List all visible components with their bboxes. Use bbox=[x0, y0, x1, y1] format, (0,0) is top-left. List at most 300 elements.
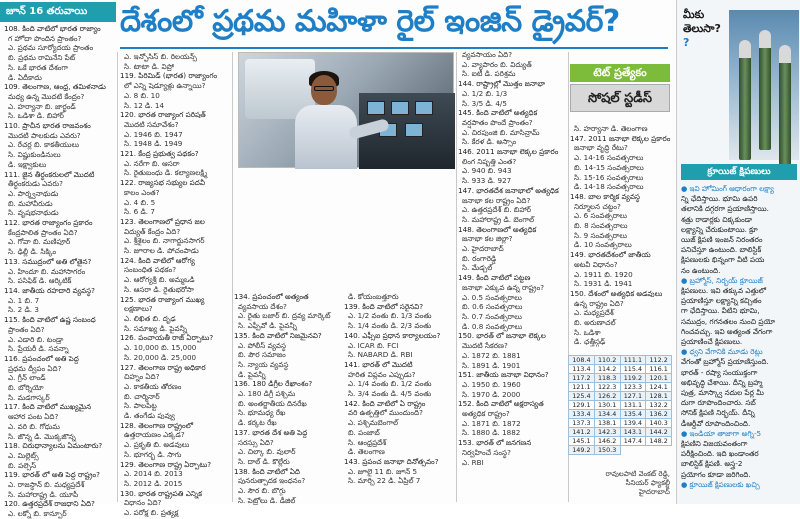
question-line: సి. మేడ్చల్ bbox=[462, 263, 493, 273]
sidebar-line: గా ఛేదిస్తాయి. వీటిని భూమి, bbox=[681, 306, 760, 316]
answer-cell: 144.2 bbox=[646, 428, 672, 437]
question-line: అత్యధిక రాష్ట్రం? bbox=[462, 409, 510, 419]
answer-row bbox=[569, 446, 672, 455]
question-line: సి. భూగర్భ డి. సాగు bbox=[124, 449, 182, 459]
question-line: పునరుత్పాదక ఇంధనం? bbox=[238, 476, 306, 486]
answer-cell: 118.3 bbox=[594, 374, 620, 383]
question-line: ఎ. 4 బి. 5 bbox=[124, 197, 156, 207]
answer-row bbox=[569, 401, 672, 410]
question-mark-icon: ? bbox=[683, 36, 690, 49]
question-line: కేంద్రపాలిత ప్రాంతం ఏది? bbox=[8, 227, 78, 237]
question-line: ఆహార పంట ఏది? bbox=[8, 412, 59, 422]
question-line: ఎ. 1946 బి. 1947 bbox=[124, 129, 183, 139]
question-line: వ్యవసాయం ఏది? bbox=[462, 50, 513, 59]
question-line: ఎ. కాకతీయ తోరణం bbox=[124, 381, 182, 391]
author-credit bbox=[570, 470, 670, 497]
question-line: మొదటి పాలకుడు ఎవరు? bbox=[8, 130, 81, 140]
sidebar-line: క్షిపణిని విజయవంతంగా bbox=[681, 439, 748, 449]
question-line: 129. తెలంగాణ రాష్ట్ర ఏర్పాటు? bbox=[120, 459, 212, 469]
sidebar-line: న్ని ఛేదిస్తాయి. భూమి ఉపరి bbox=[681, 194, 758, 204]
answer-cell: 137.3 bbox=[569, 419, 595, 428]
question-line: తీర్థంకరుడు ఎవరు? bbox=[8, 179, 63, 189]
question-line: ఎ. ప్రథమ సూర్యోదయ ప్రాంతం bbox=[8, 43, 94, 53]
question-line: సి. 1880 డి. 1882 bbox=[462, 428, 521, 438]
question-line: డి. కర్కట రేఖ bbox=[238, 418, 277, 428]
sidebar-body bbox=[681, 184, 797, 500]
question-line: చిహ్నం ఏది? bbox=[124, 372, 160, 382]
question-line: సి. భూమధ్య రేఖ bbox=[238, 408, 286, 418]
question-column-3 bbox=[234, 292, 340, 505]
answer-cell: 121.1 bbox=[569, 383, 595, 392]
sidebar-line: ప్రయాణించే క్షిపణులు. bbox=[681, 337, 743, 347]
question-line: బి. పంజాబ్ bbox=[348, 427, 380, 437]
question-line: సి. టాటా డి. విప్రో bbox=[124, 61, 174, 71]
answer-row bbox=[569, 383, 672, 392]
question-line: ఎ. ICAR బి. FCI bbox=[348, 340, 399, 350]
question-line: 134. ప్రపంచంలో అత్యంత bbox=[234, 292, 309, 301]
question-line: విధానం ఏది? bbox=[124, 498, 162, 508]
question-line: సి. 1891 డి. 1901 bbox=[462, 360, 521, 370]
question-line: 142. కింది వాటిలో ఏ రాష్ట్రం bbox=[344, 398, 426, 408]
question-line: సి. మడగాస్కర్ bbox=[8, 392, 50, 402]
sidebar-line: తలానికి దగ్గరగా ప్రయాణిస్తాయి. bbox=[681, 204, 769, 214]
question-line: సి. పాలపిట్ట bbox=[124, 401, 157, 411]
question-line: ఎ. RBI bbox=[462, 457, 484, 467]
answer-cell: 110.2 bbox=[594, 356, 620, 365]
question-line: జనాభా కల జిల్లా? bbox=[462, 234, 513, 244]
question-line: సి. రైతుబంధు డి. కల్యాణలక్ష్మి bbox=[124, 168, 208, 178]
question-line: ఎ. వ్యాపారం బి. విద్యుత్ bbox=[462, 59, 532, 69]
question-line: 149. కింది వాటిలో పట్టణ bbox=[458, 273, 531, 283]
question-line: సి. మహారాష్ట్ర డి. బెంగాల్ bbox=[462, 214, 535, 224]
answer-cell: 125.4 bbox=[569, 392, 595, 401]
answer-cell: 111.1 bbox=[620, 356, 646, 365]
question-line: ఎ. సౌర బి. బొగ్గు bbox=[238, 486, 286, 496]
question-line: జనాభా కల రాష్ట్రం ఏది? bbox=[462, 195, 531, 205]
question-line: హరిత విప్లవం ఎప్పుడు? bbox=[348, 369, 416, 379]
question-line: మధ్య ఉన్న మొదటి కేంద్రం? bbox=[8, 91, 85, 101]
question-line: బి. బోర్నియో bbox=[8, 383, 44, 393]
question-line: 150. దేశంలో అత్యధిక అడవులు bbox=[570, 288, 663, 298]
question-line: ఎ. జూలై 11 బి. జూన్ 5 bbox=[348, 466, 418, 476]
question-line: ఎ. 6 సంవత్సరాలు bbox=[574, 211, 628, 221]
answer-cell: 114.2 bbox=[594, 365, 620, 374]
answer-cell: 142.3 bbox=[594, 428, 620, 437]
question-line: సి. 3/4 వంతు డి. 4/5 వంతు bbox=[348, 389, 432, 399]
answer-cell: 135.4 bbox=[620, 410, 646, 419]
question-line: సరస్సు ఏది? bbox=[238, 437, 274, 447]
sidebar-title-line2: తెలుసా? bbox=[683, 22, 721, 35]
answer-cell: 139.4 bbox=[620, 419, 646, 428]
question-line: 152. కింది వాటిలో అక్షరాస్యత bbox=[458, 399, 544, 409]
missile-photo bbox=[729, 10, 799, 160]
answer-cell: 134.4 bbox=[594, 410, 620, 419]
answer-cell: 129.1 bbox=[569, 401, 595, 410]
question-line: ఎ. 1 బి. 7 bbox=[8, 295, 40, 305]
question-line: ఎ. 940 బి. 943 bbox=[462, 166, 512, 176]
question-line: 117. కింది వాటిలో ముఖ్యమైన bbox=[4, 402, 92, 412]
answer-cell: 108.4 bbox=[569, 356, 595, 365]
question-line: 116. ప్రపంచంలో అతి పెద్ద bbox=[4, 353, 79, 363]
question-line: ఎ. పోలీస్ వ్యవస్థ bbox=[238, 340, 287, 350]
question-line: ఎ. మధ్యప్రదేశ్ bbox=[574, 308, 614, 318]
answer-key-table bbox=[568, 355, 672, 455]
question-line: లక్షణాలు? bbox=[124, 304, 153, 314]
answer-cell: 141.2 bbox=[569, 428, 595, 437]
question-line: సి. 2012 డి. 2015 bbox=[124, 478, 183, 488]
question-line: నిర్మూలన చట్టం? bbox=[574, 201, 621, 211]
question-line: సి. దాల్ డి. కొల్లేరు bbox=[238, 456, 290, 466]
sidebar-line: ● ఇవి హోమింగ్ ఆధారంగా లక్ష్యా bbox=[681, 184, 774, 193]
question-line: 115. కింది వాటిలో ఉష్ణ సంబంధ bbox=[4, 315, 96, 325]
question-line: సి. ప్రేయరీ డి. సవన్నా bbox=[8, 344, 69, 354]
question-line: 138. కింది వాటిలో ఏది bbox=[234, 466, 300, 476]
answer-row bbox=[569, 437, 672, 446]
author-city: హైదరాబాద్ bbox=[638, 488, 670, 496]
question-line: ఎ. హైదరాబాద్ bbox=[462, 244, 504, 254]
question-line: సి. జొన్న డి. మొక్కజొన్న bbox=[8, 431, 76, 441]
question-line: ఎ. గ్రీన్ లాండ్ bbox=[8, 373, 46, 383]
question-line: సి. ఆంధ్రప్రదేశ్ bbox=[348, 437, 387, 447]
sidebar-line: యిజ్ క్షిపణి ఇంజన్ నిరంతరం bbox=[681, 235, 763, 245]
question-line: సి. 15-16 సంవత్సరాలు bbox=[574, 172, 644, 182]
question-line: 137. భారత దేశ అతి పెద్ద bbox=[234, 427, 308, 437]
question-line: జనాభా వృద్ధి రేటు? bbox=[574, 143, 628, 153]
question-column-6 bbox=[570, 124, 670, 354]
question-line: సి. 0.7 సంవత్సరాలు bbox=[462, 311, 522, 321]
question-line: ఎ. 2014 బి. 2013 bbox=[124, 469, 183, 479]
answer-row bbox=[569, 392, 672, 401]
question-line: ఎ. లిఖిత బి. దృఢ bbox=[124, 313, 176, 323]
question-line: సి. ఆసరా డి. రైతుభరోసా bbox=[124, 284, 194, 294]
sidebar-line: అభివృద్ధి చేశాయి. దీన్ని బ్రహ్మ bbox=[681, 377, 763, 387]
tet-banner: టెట్ ప్రత్యేకం bbox=[570, 64, 670, 82]
question-line: 119. భారత్ లో అతి పెద్ద రాష్ట్రం? bbox=[4, 470, 100, 480]
question-line: సి. మార్చి 22 డి. ఏప్రిల్ 7 bbox=[348, 476, 421, 486]
question-line: డి. 10 సంవత్సరాలు bbox=[574, 240, 632, 250]
question-line: సి. మహారాష్ట్ర డి. యూపీ bbox=[8, 489, 79, 499]
answer-cell: 112.2 bbox=[646, 356, 672, 365]
question-line: ఎ. వరి బి. గోధుమ bbox=[8, 421, 60, 431]
question-line: ఎ. ఆరోగ్యశ్రీ బి. అమ్మఒడి bbox=[124, 275, 195, 285]
question-line: 118. చిరుధాన్యాలను ఏమంటారు? bbox=[4, 441, 103, 451]
question-line: సి. 1/4 వంతు డి. 2/3 వంతు bbox=[348, 321, 432, 331]
question-line: ఎ. 14-16 సంవత్సరాలు bbox=[574, 153, 644, 163]
sidebar-line: దుగా రూపొందించారు. సబ్ bbox=[681, 398, 756, 408]
question-line: 148. బాల కార్మిక వ్యవస్థ bbox=[570, 191, 640, 201]
question-line: ఎ. 1950 బి. 1960 bbox=[462, 379, 521, 389]
question-line: ఎ. లక్నో బి. కాన్పూర్ bbox=[8, 509, 67, 519]
answer-cell: 123.3 bbox=[620, 383, 646, 392]
sidebar-line: ● క్రూయిజ్ క్షిపణులకు ఖచ్చి bbox=[681, 479, 760, 489]
did-you-know-sidebar bbox=[676, 0, 800, 504]
question-line: సి. 933 డి. 927 bbox=[462, 176, 512, 186]
answer-cell: 146.2 bbox=[594, 437, 620, 446]
column-divider bbox=[456, 52, 457, 502]
question-line: 110. ప్రాచీన భారత రాజవంశం bbox=[4, 121, 91, 131]
question-line: బి. పౌర సమాజం bbox=[238, 350, 286, 360]
question-line: 144. రాష్ట్రాల్లో మొత్తం జనాభా bbox=[458, 79, 546, 89]
question-line: సి. న్యాయ వ్యవస్థ bbox=[238, 359, 289, 369]
question-line: 125. భారత రాజ్యాంగ ముఖ్య bbox=[120, 294, 205, 304]
question-line: ఎ. 180 డిగ్రీ పశ్చిమ bbox=[238, 389, 296, 399]
sidebar-line: బాలిస్టిక్ క్షిపణి. అస్త్ర-2 bbox=[681, 459, 743, 469]
answer-cell: 149.2 bbox=[569, 446, 595, 455]
question-line: ఎ. 0.5 సంవత్సరాలు bbox=[462, 292, 522, 302]
question-line: సి. 1970 డి. 2000 bbox=[462, 389, 521, 399]
sidebar-line: ప్రయాణిస్తూ లక్ష్యాన్ని కచ్చితం bbox=[681, 296, 762, 306]
question-line: ఎ. పరోక్ష బి. ప్రత్యక్ష bbox=[124, 508, 179, 518]
train-driver-photo bbox=[238, 52, 454, 168]
question-line: ఎ. 10,000 బి. 15,000 bbox=[124, 343, 197, 353]
question-line: డి. ఛత్తీస్గఢ్ bbox=[574, 337, 606, 347]
sidebar-line: పరీక్షించింది. ఇది ఖండాంతర bbox=[681, 449, 759, 459]
question-line: 112. భారత రాజ్యాంగం ప్రకారం bbox=[4, 218, 93, 228]
answer-cell: 122.3 bbox=[594, 383, 620, 392]
question-line: బి. 14-15 సంవత్సరాలు bbox=[574, 162, 644, 172]
question-line: 136. 180 డిగ్రీల రేఖాంశం? bbox=[234, 379, 313, 389]
question-line: ఎ. శ్రీశైలం బి. నాగార్జునసాగర్ bbox=[124, 236, 205, 246]
question-line: 126. పంచాయతీ రాజ్ ఏర్పాటు? bbox=[120, 333, 214, 343]
answer-cell: 148.2 bbox=[646, 437, 672, 446]
question-line: ఎ. 8 బి. 10 bbox=[124, 90, 160, 100]
question-line: డి. 14-18 సంవత్సరాలు bbox=[574, 182, 644, 192]
answer-cell: 133.4 bbox=[569, 410, 595, 419]
question-line: 147. 2011 జనాభా లెక్కల ప్రకారం bbox=[570, 133, 671, 143]
answer-row bbox=[569, 374, 672, 383]
answer-cell: 138.1 bbox=[594, 419, 620, 428]
question-line: సి. ఎఫ్పీవో డి. పైవన్నీ bbox=[238, 321, 297, 331]
answer-cell: 150.3 bbox=[594, 446, 620, 455]
sidebar-line: క్షిపణులకు భిన్నంగా వీటి పయ bbox=[681, 255, 765, 265]
section-title: సోషల్ స్టడీస్ bbox=[570, 84, 670, 112]
question-line: డి. 0.8 సంవత్సరాలు bbox=[462, 321, 523, 331]
question-line: ఉన్న రాష్ట్రం ఏది? bbox=[574, 298, 624, 308]
question-line: సి. పెట్రోలు డి. డీజిల్ bbox=[238, 495, 296, 505]
column-divider bbox=[232, 52, 233, 502]
answer-cell: 113.4 bbox=[569, 365, 595, 374]
sidebar-line: పుత్ర, మాస్క్వా నదుల పేర్ల మీ bbox=[681, 388, 764, 398]
question-line: సి. పసిఫిక్ డి. ఆర్కిటిక్ bbox=[8, 276, 72, 286]
question-line: ఎ. హర్యానా బి. జార్ఖండ్ bbox=[8, 101, 76, 111]
question-line: సి. 2 డి. 3 bbox=[8, 305, 39, 315]
question-line: 139. కింది వాటిలో సరైనవి? bbox=[344, 301, 424, 311]
question-line: ఎ. నరేగా బి. ఆసరా bbox=[124, 158, 180, 168]
question-line: సి. ఢిల్లీ డి. సిక్కిం bbox=[8, 247, 57, 257]
sidebar-line: పనిచేస్తూ ఉంటుంది. బాలిస్టిక్ bbox=[681, 245, 762, 255]
question-line: నిర్వహించే సంస్థ? bbox=[462, 447, 511, 457]
sidebar-line: శత్రు రాడార్లకు చిక్కకుండా bbox=[681, 214, 753, 224]
question-line: బి. ప్రథమ రామినేని పేట్ bbox=[8, 53, 76, 63]
sidebar-line: ప్రయోగం కూడా జరిగింది. bbox=[681, 469, 751, 479]
answer-cell: 128.1 bbox=[646, 392, 672, 401]
headline: దేశంలో ప్రథమ మహిళా రైల్ ఇంజిన్ డ్రైవర్? bbox=[120, 4, 620, 39]
question-line: ఎ. పశ్చిమబెంగాల్ bbox=[348, 418, 399, 428]
sidebar-line: డీఆర్డీవో రూపొందించింది. bbox=[681, 418, 751, 428]
question-line: గ హోదా పొందిన ప్రాంతం? bbox=[8, 33, 82, 43]
answer-cell: 136.2 bbox=[646, 410, 672, 419]
answer-cell: 145.1 bbox=[569, 437, 595, 446]
question-line: విద్యుత్ కేంద్రం ఏది? bbox=[124, 226, 181, 236]
answer-cell: 132.2 bbox=[646, 401, 672, 410]
question-line: ఎ. 1/2 వంతు బి. 1/3 వంతు bbox=[348, 311, 432, 321]
question-line: 140. ఎఫ్సీఐ ప్రధాన కార్యాలయం? bbox=[344, 330, 441, 340]
question-line: వ్యవసాయ దేశం? bbox=[238, 301, 287, 311]
question-line: ఎ. 1871 బి. 1872 bbox=[462, 418, 521, 428]
question-line: బి. 0.6 సంవత్సరాలు bbox=[462, 302, 523, 312]
question-line: 146. 2011 జనాభా లెక్కల ప్రకారం bbox=[458, 147, 559, 157]
question-line: ఎ. పార్శ్వనాథుడు bbox=[8, 188, 59, 198]
answer-cell: 119.2 bbox=[620, 374, 646, 383]
sidebar-line: ● బ్రహ్మోస్, నిర్భయ్ క్రూయిజ్ bbox=[681, 275, 763, 285]
sidebar-line: సముద్రం, గగనతలం నుంచి ప్రయో bbox=[681, 316, 776, 326]
question-line: సి. జూరాల డి. పోచంపాడు bbox=[124, 246, 199, 256]
question-line: బి. రంగారెడ్డి bbox=[462, 253, 497, 263]
question-line: జనాభా ఎక్కువ ఉన్న రాష్ట్రం? bbox=[462, 282, 545, 292]
question-line: 135. కింది వాటిలో నిజమైనవి? bbox=[234, 330, 322, 340]
question-line: బి. పల్సెస్ bbox=[8, 460, 37, 470]
question-line: డి. పైవన్నీ bbox=[238, 369, 266, 379]
question-line: మొదటి సేకరణ? bbox=[462, 341, 508, 351]
question-column-5 bbox=[458, 50, 568, 502]
date-tag: జూన్ 16 తరువాయి bbox=[0, 2, 116, 22]
answer-row bbox=[569, 356, 672, 365]
question-line: బి. అరుణాచల్ bbox=[574, 318, 616, 328]
question-line: 150. భారత్ లో జనాభా లెక్కల bbox=[458, 331, 546, 341]
question-line: ఎ. మిల్లెట్స్ bbox=[8, 450, 39, 460]
answer-cell: 130.1 bbox=[594, 401, 620, 410]
question-line: 123. తెలంగాణలో ప్రధాన జల bbox=[120, 216, 205, 226]
question-line: ఎ. రాజస్థాన్ బి. మధ్యప్రదేశ్ bbox=[8, 480, 85, 490]
question-line: సి. విష్ణుకుండినులు bbox=[8, 150, 61, 160]
sidebar-title-line1: మీకు bbox=[683, 8, 705, 21]
question-line: 130. భారత రాష్ట్రపతి ఎన్నిక bbox=[120, 488, 203, 498]
question-line: సి. 20,000 డి. 25,000 bbox=[124, 352, 197, 362]
question-line: ఎ. ఇన్ఫోసిస్ బి. రిలయన్స్ bbox=[124, 52, 197, 61]
sidebar-line: గించవచ్చు. ఇవి అత్యంత వేగంగా bbox=[681, 326, 773, 336]
question-line: 128. తెలంగాణ రాష్ట్రంలో bbox=[120, 420, 194, 430]
sidebar-line: ● ధ్వని వేగానికి మూడు రెట్లు bbox=[681, 347, 763, 357]
question-line: 149. భారతదేశంలో జాతీయ bbox=[570, 250, 651, 260]
question-line: 122. రాజ్యసభ సభ్యుల పదవీ bbox=[120, 178, 205, 188]
question-line: సంబంధిత పథకం? bbox=[124, 265, 177, 275]
question-line: 127. తెలంగాణ రాష్ట్ర అధికార bbox=[120, 362, 206, 372]
sidebar-line: వేగంతో బ్రహ్మోస్ ప్రయాణిస్తుంది. bbox=[681, 357, 769, 367]
question-line: డి. తెలంగాణ bbox=[348, 447, 385, 457]
question-line: సి. ఒడిశా డి. బిహార్ bbox=[8, 111, 64, 121]
question-line: డి. తంగేడు పువ్వు bbox=[124, 411, 175, 421]
question-line: సి. 1931 డి. 1941 bbox=[574, 279, 633, 289]
question-line: 153. భారత్ లో జనగణన bbox=[458, 438, 532, 448]
question-line: సి. 1948 డి. 1949 bbox=[124, 139, 183, 149]
question-line: బి. చార్మినార్ bbox=[124, 391, 160, 401]
answer-cell: 127.1 bbox=[620, 392, 646, 401]
answer-cell: 143.1 bbox=[620, 428, 646, 437]
question-line: ఎ. చిల్కా బి. వులార్ bbox=[238, 447, 296, 457]
question-line: మొదటి సమావేశం? bbox=[124, 119, 179, 129]
question-line: కాలం ఎంత? bbox=[124, 187, 160, 197]
question-line: 120. ఉత్తరప్రదేశ్ రాజధాని ఏది? bbox=[4, 499, 95, 509]
author-name: రావులపాటి వెంకట్ రెడ్డి, bbox=[605, 470, 670, 478]
question-line: 124. కింది వాటిలో ఆరోగ్య bbox=[120, 255, 195, 265]
question-line: 151. జాతీయ జనాభా విధానం? bbox=[458, 370, 549, 380]
question-line: 141. భారత్ లో మొదటి bbox=[344, 359, 413, 369]
sidebar-line: భారత్ - రష్యా సంయుక్తంగా bbox=[681, 367, 758, 377]
question-line: ఎ. రేచర్ల బి. కాకతీయులు bbox=[8, 140, 80, 150]
answer-row bbox=[569, 410, 672, 419]
question-line: ఎ. రైతు బజార్ బి. ద్రవ్య మార్కెట్ bbox=[238, 311, 331, 321]
question-line: లింగ నిష్పత్తి ఎంత? bbox=[462, 156, 517, 166]
question-line: బి. మహావీరుడు bbox=[8, 198, 53, 208]
column-divider bbox=[117, 52, 118, 502]
question-line: సి. 3/5 డి. 4/5 bbox=[462, 98, 507, 108]
question-line: సి. 9 సంవత్సరాలు bbox=[574, 230, 627, 240]
question-line: లో ఎన్ని షెడ్యూళ్లు ఉన్నాయి? bbox=[124, 81, 206, 91]
sidebar-line: సోనిక్ క్షిపణి నిర్భయ్. దీన్ని bbox=[681, 408, 755, 418]
question-line: 145. కింది వాటిలో అత్యధిక bbox=[458, 108, 538, 118]
question-line: డి. ఇక్ష్వాకులు bbox=[8, 159, 47, 169]
question-line: ఎ. 1872 బి. 1881 bbox=[462, 350, 521, 360]
answer-cell: 147.4 bbox=[620, 437, 646, 446]
question-line: సి. ఒకే భారత దేశంగా bbox=[8, 62, 69, 72]
question-line: సి. 12 డి. 14 bbox=[124, 100, 165, 110]
sidebar-line: నం ఉంటుంది. bbox=[681, 265, 721, 275]
question-line: వరి ఉత్పత్తిలో ముందుంది? bbox=[348, 408, 423, 418]
answer-cell: 117.2 bbox=[569, 374, 595, 383]
sidebar-title bbox=[683, 8, 735, 50]
answer-row bbox=[569, 428, 672, 437]
question-line: 113. సముద్రంలో అతి లోతైన? bbox=[4, 256, 92, 266]
question-line: ఎ. హిందూ బి. మహాసాగరం bbox=[8, 266, 86, 276]
question-line: ఎ. ఉత్తరప్రదేశ్ బి. బిహార్ bbox=[462, 205, 532, 215]
question-line: సి. ఐటీ డి. పరిశ్రమ bbox=[462, 69, 516, 79]
question-line: బి. 8 సంవత్సరాలు bbox=[574, 221, 628, 231]
question-column-2 bbox=[120, 52, 230, 518]
question-line: ఎ. ఎడారి బి. టండ్రా bbox=[8, 334, 64, 344]
question-line: ఎ. చిరపుంజి బి. మాసిన్రామ్ bbox=[462, 127, 540, 137]
question-line: సి. 6 డి. 7 bbox=[124, 207, 155, 217]
question-line: 147. భారతదేశ జనాభాలో అత్యధిక bbox=[458, 185, 559, 195]
question-line: ఎ. 1/2 బి. 1/3 bbox=[462, 88, 508, 98]
question-line: 114. జాతీయ రహదారి వ్యవస్థ? bbox=[4, 285, 95, 295]
question-line: ఎ. 1911 బి. 1920 bbox=[574, 269, 633, 279]
question-line: 148. తెలంగాణలో అత్యధిక bbox=[458, 224, 537, 234]
answer-row bbox=[569, 419, 672, 428]
question-line: 120. భారత రాజ్యాంగ పరిషత్ bbox=[120, 110, 206, 120]
question-line: 121. కేంద్ర ప్రభుత్వ పథకం? bbox=[120, 149, 199, 159]
question-line: సి. కేరళ డి. అస్సాం bbox=[462, 137, 517, 147]
question-line: ప్రధమ ద్వీపం ఏది? bbox=[8, 363, 62, 373]
question-line: డి. ఏదీకాదు bbox=[8, 72, 42, 82]
question-line: సి. వృషభనాథుడు bbox=[8, 208, 59, 218]
question-line: 108. కింది వాటిలో భారత రాజ్యాం bbox=[4, 24, 101, 33]
sidebar-line: లక్ష్యాన్ని చేరుకుంటాయి. క్రూ bbox=[681, 224, 758, 234]
answer-cell: 116.1 bbox=[646, 365, 672, 374]
answer-cell: 126.2 bbox=[594, 392, 620, 401]
question-line: 109. తెలంగాణ, ఆంధ్ర, తమిళనాడు bbox=[4, 82, 106, 92]
question-line: వర్షపాతం పొందే ప్రాంతం? bbox=[462, 117, 533, 127]
question-line: ఉత్తరాయణం ఎక్కడ? bbox=[124, 430, 185, 440]
sidebar-subtag: క్రూయిజ్ క్షిపణులు bbox=[681, 164, 797, 180]
headline-rule bbox=[120, 47, 668, 49]
question-line: 143. ప్రపంచ జనాభా దినోత్సవం? bbox=[344, 456, 439, 466]
question-line: సి. ఒడిశా bbox=[574, 327, 601, 337]
answer-cell: 131.1 bbox=[620, 401, 646, 410]
question-line: బి. అంతర్జాతీయ దినరేఖ bbox=[238, 398, 307, 408]
question-line: సి. హర్యానా డి. తెలంగాణ bbox=[574, 124, 648, 133]
question-line: ప్రాంతం ఏది? bbox=[8, 324, 45, 334]
question-line: ఎ. గోవా బి. మణిపూర్ bbox=[8, 237, 71, 247]
